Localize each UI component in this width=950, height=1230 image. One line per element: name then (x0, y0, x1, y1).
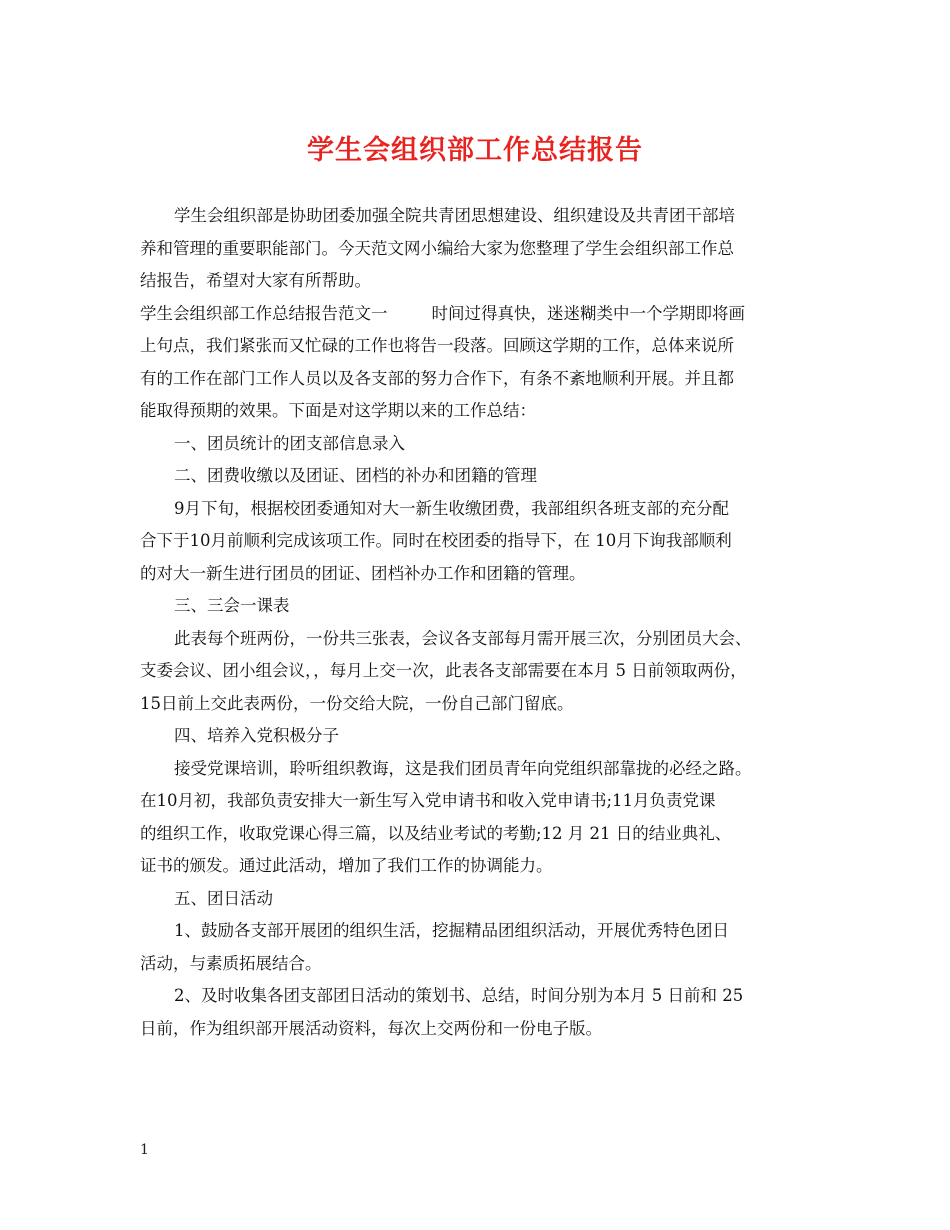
text-line (140, 558, 828, 591)
text-line (140, 915, 828, 948)
text-line-content: 能取得预期的效果。下面是对这学期以来的工作总结： (140, 401, 536, 420)
text-line-tail: 时间过得真快，迷迷糊类中一个学期即将画 (431, 303, 745, 323)
text-line-content: 上句点，我们紧张而又忙碌的工作也将告一段落。回顾这学期的工作，总体来说所 (140, 336, 734, 355)
text-line-content: 支委会议、团小组会议，，每月上交一次，此表各支部需要在本月 5 日前领取两份， (140, 661, 747, 680)
text-line-content: 有的工作在部门工作人员以及各支部的努力合作下，有条不紊地顺利开展。并且都 (140, 368, 734, 388)
text-line (140, 818, 828, 851)
text-line (140, 948, 828, 981)
text-line (140, 623, 828, 656)
text-line (140, 265, 828, 298)
text-line-content: 养和管理的重要职能部门。今天范文网小编给大家为您整理了学生会组织部工作总 (140, 238, 734, 258)
text-line (140, 460, 828, 493)
text-line (140, 883, 828, 916)
text-line (140, 200, 828, 233)
text-line (140, 720, 828, 753)
text-line-content: 在10月初，我部负责安排大一新生写入党申请书和收入党申请书;11月负责党课 (140, 791, 716, 810)
text-line-content: 9月下旬，根据校团委通知对大一新生收缴团费，我部组织各班支部的充分配 (174, 498, 729, 518)
text-line-content: 三、三会一课表 (174, 596, 290, 615)
text-line-content: 活动，与素质拓展结合。 (140, 953, 322, 973)
text-line-content: 接受党课培训，聆听组织教诲，这是我们团员青年向党组织部靠拢的必经之路。 (174, 758, 752, 778)
document-title: 学生会组织部工作总结报告 (307, 135, 643, 166)
text-line (140, 233, 828, 266)
body-text (140, 200, 828, 1045)
text-line-content: 四、培养入党积极分子 (174, 726, 339, 745)
text-line-content: 2、及时收集各团支部团日活动的策划书、总结，时间分别为本月 5 日前和 25 (174, 986, 744, 1005)
text-line-content: 学生会组织部是协助团委加强全院共青团思想建设、组织建设及共青团干部培 (174, 206, 735, 225)
text-line (140, 363, 828, 396)
text-line (140, 1013, 828, 1046)
text-line-content: 结报告，希望对大家有所帮助。 (140, 271, 371, 290)
text-line-content: 五、团日活动 (174, 888, 273, 908)
document-body (140, 200, 828, 1045)
text-line (140, 298, 828, 331)
text-line (140, 525, 828, 558)
text-line-content: 一、团员统计的团支部信息录入 (174, 433, 405, 453)
text-line-content: 此表每个班两份，一份共三张表，会议各支部每月需开展三次，分别团员大会、 (174, 628, 752, 648)
text-line (140, 428, 828, 461)
text-line-content: 证书的颁发。通过此活动，增加了我们工作的协调能力。 (140, 856, 553, 875)
text-line-content: 二、团费收缴以及团证、团档的补办和团籍的管理 (174, 466, 537, 485)
text-line (140, 753, 828, 786)
text-line-content: 合下于10月前顺利完成该项工作。同时在校团委的指导下，在 10月下询我部顺利 (140, 531, 732, 550)
text-line (140, 493, 828, 526)
text-line (140, 330, 828, 363)
text-line (140, 850, 828, 883)
text-line (140, 590, 828, 623)
text-line (140, 655, 828, 688)
text-line (140, 395, 828, 428)
text-line-content: 学生会组织部工作总结报告范文一 (140, 303, 388, 323)
text-line (140, 980, 828, 1013)
text-line-content: 1、鼓励各支部开展团的组织生活，挖掘精品团组织活动，开展优秀特色团日 (174, 921, 729, 940)
text-line-content: 15日前上交此表两份，一份交给大院，一份自己部门留底。 (140, 693, 574, 713)
text-line-content: 的组织工作，收取党课心得三篇，以及结业考试的考勤;12 月 21 日的结业典礼、 (140, 823, 732, 843)
text-line (140, 785, 828, 818)
text-line-content: 的对大一新生进行团员的团证、团档补办工作和团籍的管理。 (140, 563, 586, 583)
page-number: 1 (140, 1142, 149, 1158)
text-line (140, 688, 828, 721)
text-line-content: 日前，作为组织部开展活动资料，每次上交两份和一份电子版。 (140, 1018, 602, 1038)
